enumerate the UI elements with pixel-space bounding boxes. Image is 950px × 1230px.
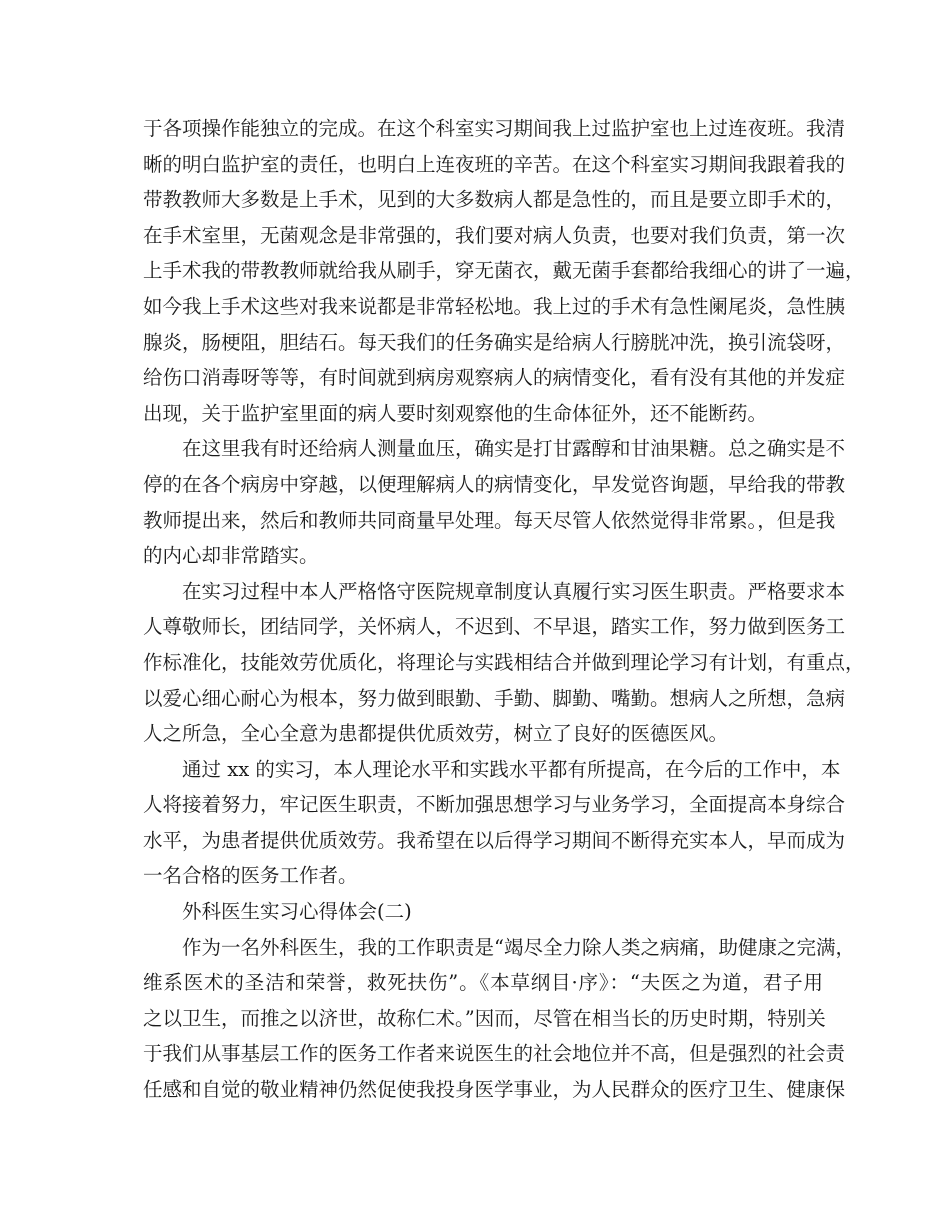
- document-body: [143, 111, 865, 1108]
- text-line: 于各项操作能独立的完成。在这个科室实习期间我上过监护室也上过连夜班。我清: [143, 117, 846, 140]
- text-line: 在这里我有时还给病人测量血压，确实是打甘露醇和甘油果糖。总之确实是不: [182, 437, 846, 461]
- text-line: 教师提出来，然后和教师共同商量早处理。每天尽管人依然觉得非常累。，但是我: [143, 508, 836, 532]
- text-line: 人尊敬师长，团结同学，关怀病人，不迟到、不早退，踏实工作，努力做到医务工: [143, 615, 846, 639]
- text-line: 通过 xx 的实习，本人理论水平和实践水平都有所提高，在今后的工作中，本: [182, 757, 841, 781]
- text-line: 给伤口消毒呀等等，有时间就到病房观察病人的病情变化，看有没有其他的并发症: [143, 366, 846, 390]
- text-line: 人之所急，全心全意为患都提供优质效劳，树立了良好的医德医风。: [143, 722, 729, 746]
- text-line: 在手术室里，无菌观念是非常强的，我们要对病人负责，也要对我们负责，第一次: [143, 223, 846, 247]
- text-line: 作为一名外科医生，我的工作职责是“竭尽全力除人类之病痛，助健康之完满，: [182, 935, 855, 959]
- text-line: 人将接着努力，牢记医生职责，不断加强思想学习与业务学习，全面提高本身综合: [143, 793, 846, 817]
- text-line: 晰的明白监护室的责任，也明白上连夜班的辛苦。在这个科室实习期间我跟着我的: [143, 152, 846, 176]
- text-line: 任感和自觉的敬业精神仍然促使我投身医学事业，为人民群众的医疗卫生、健康保: [143, 1078, 846, 1102]
- text-line: 出现，关于监护室里面的病人要时刻观察他的生命体征外，还不能断药。: [143, 401, 768, 425]
- text-line: 带教教师大多数是上手术，见到的大多数病人都是急性的，而且是要立即手术的，: [143, 188, 846, 212]
- text-line: 的内心却非常踏实。: [143, 544, 319, 568]
- text-line: 在实习过程中本人严格恪守医院规章制度认真履行实习医生职责。严格要求本: [182, 579, 846, 603]
- text-line: 作标准化，技能效劳优质化，将理论与实践相结合并做到理论学习有计划，有重点，: [143, 650, 865, 674]
- text-line: 于我们从事基层工作的医务工作者来说医生的社会地位并不高，但是强烈的社会责: [143, 1042, 846, 1066]
- text-line: 之以卫生，而推之以济世，故称仁术。”因而，尽管在相当长的历史时期，特别关: [143, 1006, 826, 1030]
- text-line: 上手术我的带教教师就给我从刷手，穿无菌衣，戴无菌手套都给我细心的讲了一遍，: [143, 259, 865, 283]
- text-line: 如今我上手术这些对我来说都是非常轻松地。我上过的手术有急性阑尾炎，急性胰: [143, 294, 846, 318]
- text-line: 以爱心细心耐心为根本，努力做到眼勤、手勤、脚勤、嘴勤。想病人之所想，急病: [143, 686, 846, 710]
- text-line: 腺炎，肠梗阻，胆结石。每天我们的任务确实是给病人行膀胱冲洗，换引流袋呀，: [143, 330, 846, 354]
- text-line: 外科医生实习心得体会(二): [182, 900, 412, 924]
- text-line: 一名合格的医务工作者。: [143, 864, 358, 888]
- text-line: 水平，为患者提供优质效劳。我希望在以后得学习期间不断得充实本人，早而成为: [143, 828, 846, 852]
- text-line: 停的在各个病房中穿越，以便理解病人的病情变化，早发觉咨询题，早给我的带教: [143, 472, 846, 496]
- text-line: 维系医术的圣洁和荣誉，救死扶伤”。《本草纲目·序》：“夫医之为道，君子用: [143, 971, 823, 995]
